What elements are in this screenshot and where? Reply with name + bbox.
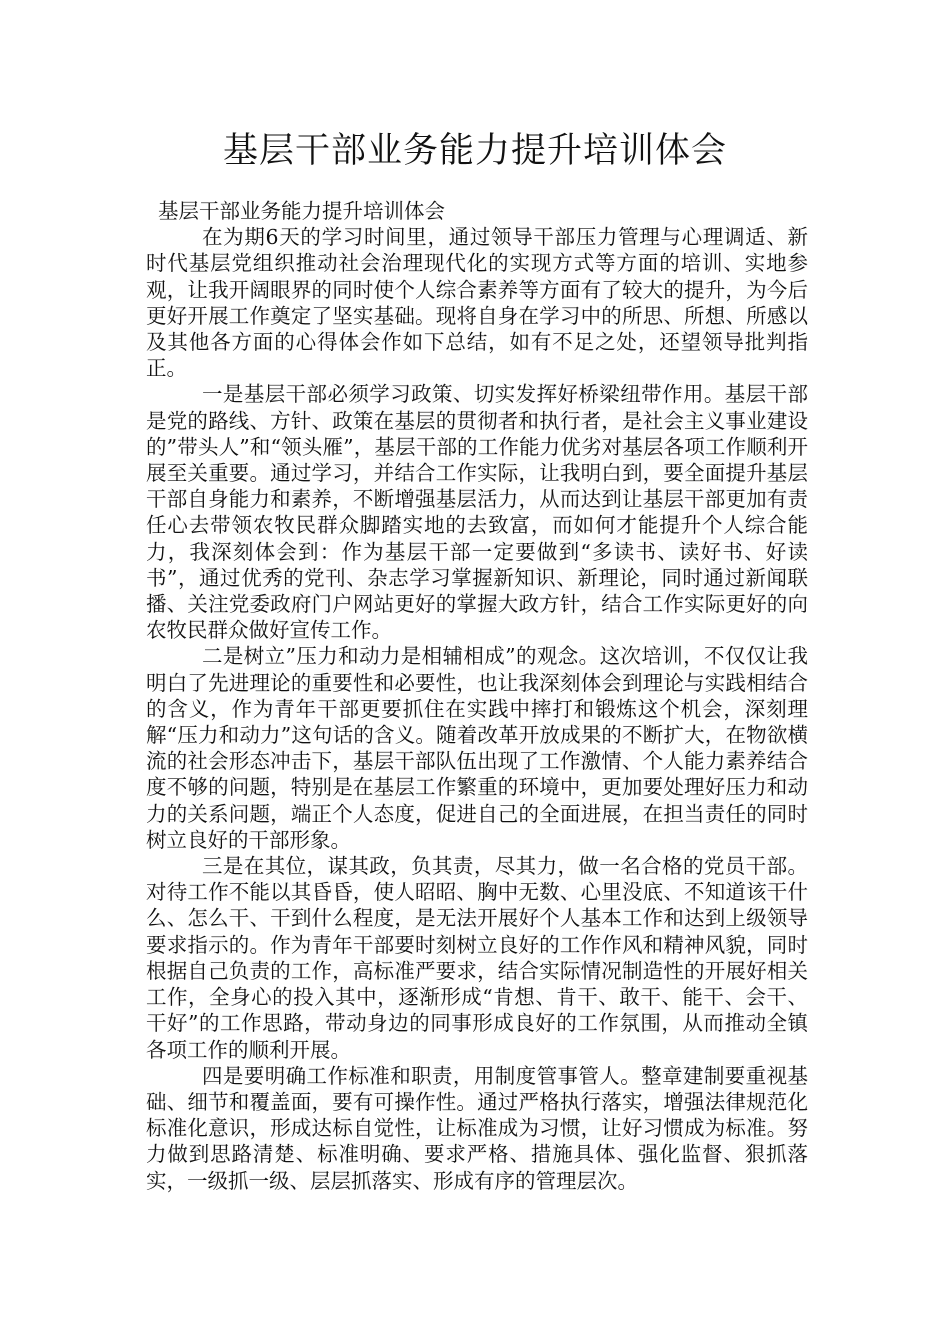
document-subtitle: 基层干部业务能力提升培训体会: [158, 199, 445, 223]
document-body: [146, 198, 808, 1194]
paragraph-point-one: 一是基层干部必须学习政策、切实发挥好桥梁纽带作用。基层干部是党的路线、方针、政策在基层的贯彻者和执行者，是社会主义事业建设的”带头人”和“领头雁”，基层干部的工作能力优劣对基层各项工作顺利开展至关重要。通过学习，并结合工作实际，让我明白到，要全面提升基层干部自身能力和素养，不断增强基层活力，从而达到让基层干部更加有责任心去带领农牧民群众脚踏实地的去致富，而如何才能提升个人综合能力，我深刻体会到：作为基层干部一定要做到“多读书、读好书、好读书”，通过优秀的党刊、杂志学习掌握新知识、新理论，同时通过新闻联播、关注党委政府门户网站更好的掌握大政方针，结合工作实际更好的向农牧民群众做好宣传工作。: [146, 382, 808, 643]
paragraph-point-four: 四是要明确工作标准和职责，用制度管事管人。整章建制要重视基础、细节和覆盖面，要有可操作性。通过严格执行落实，增强法律规范化标准化意识，形成达标自觉性，让标准成为习惯，让好习惯成为标准。努力做到思路清楚、标准明确、要求严格、措施具体、强化监督、狠抓落实，一级抓一级、层层抓落实、形成有序的管理层次。: [146, 1063, 808, 1193]
paragraph-point-three: 三是在其位，谋其政，负其责，尽其力，做一名合格的党员干部。对待工作不能以其昏昏，使人昭昭、胸中无数、心里没底、不知道该干什么、怎么干、干到什么程度，是无法开展好个人基本工作和达到上级领导要求指示的。作为青年干部要时刻树立良好的工作作风和精神风貌，同时根据自己负责的工作，高标准严要求，结合实际情况制造性的开展好相关工作，全身心的投入其中，逐渐形成“肯想、肯干、敢干、能干、会干、干好”的工作思路，带动身边的同事形成良好的工作氛围，从而推动全镇各项工作的顺利开展。: [146, 854, 808, 1062]
document-title: 基层干部业务能力提升培训体会: [222, 131, 727, 171]
paragraph-point-two: 二是树立”压力和动力是相辅相成”的观念。这次培训，不仅仅让我明白了先进理论的重要性和必要性，也让我深刻体会到理论与实践相结合的含义，作为青年干部更要抓住在实践中摔打和锻炼这个机会，深刻理解“压力和动力”这句话的含义。随着改革开放成果的不断扩大，在物欲横流的社会形态冲击下，基层干部队伍出现了工作激情、个人能力素养结合度不够的问题，特别是在基层工作繁重的环境中，更加要处理好压力和动力的关系问题，端正个人态度，促进自己的全面进展，在担当责任的同时树立良好的干部形象。: [146, 644, 808, 852]
paragraph-intro: 在为期6天的学习时间里，通过领导干部压力管理与心理调适、新时代基层党组织推动社会治理现代化的实现方式等方面的培训、实地参观，让我开阔眼界的同时使个人综合素养等方面有了较大的提升，为今后更好开展工作奠定了坚实基础。现将自身在学习中的所思、所想、所感以及其他各方面的心得体会作如下总结，如有不足之处，还望领导批判指正。: [146, 225, 808, 381]
